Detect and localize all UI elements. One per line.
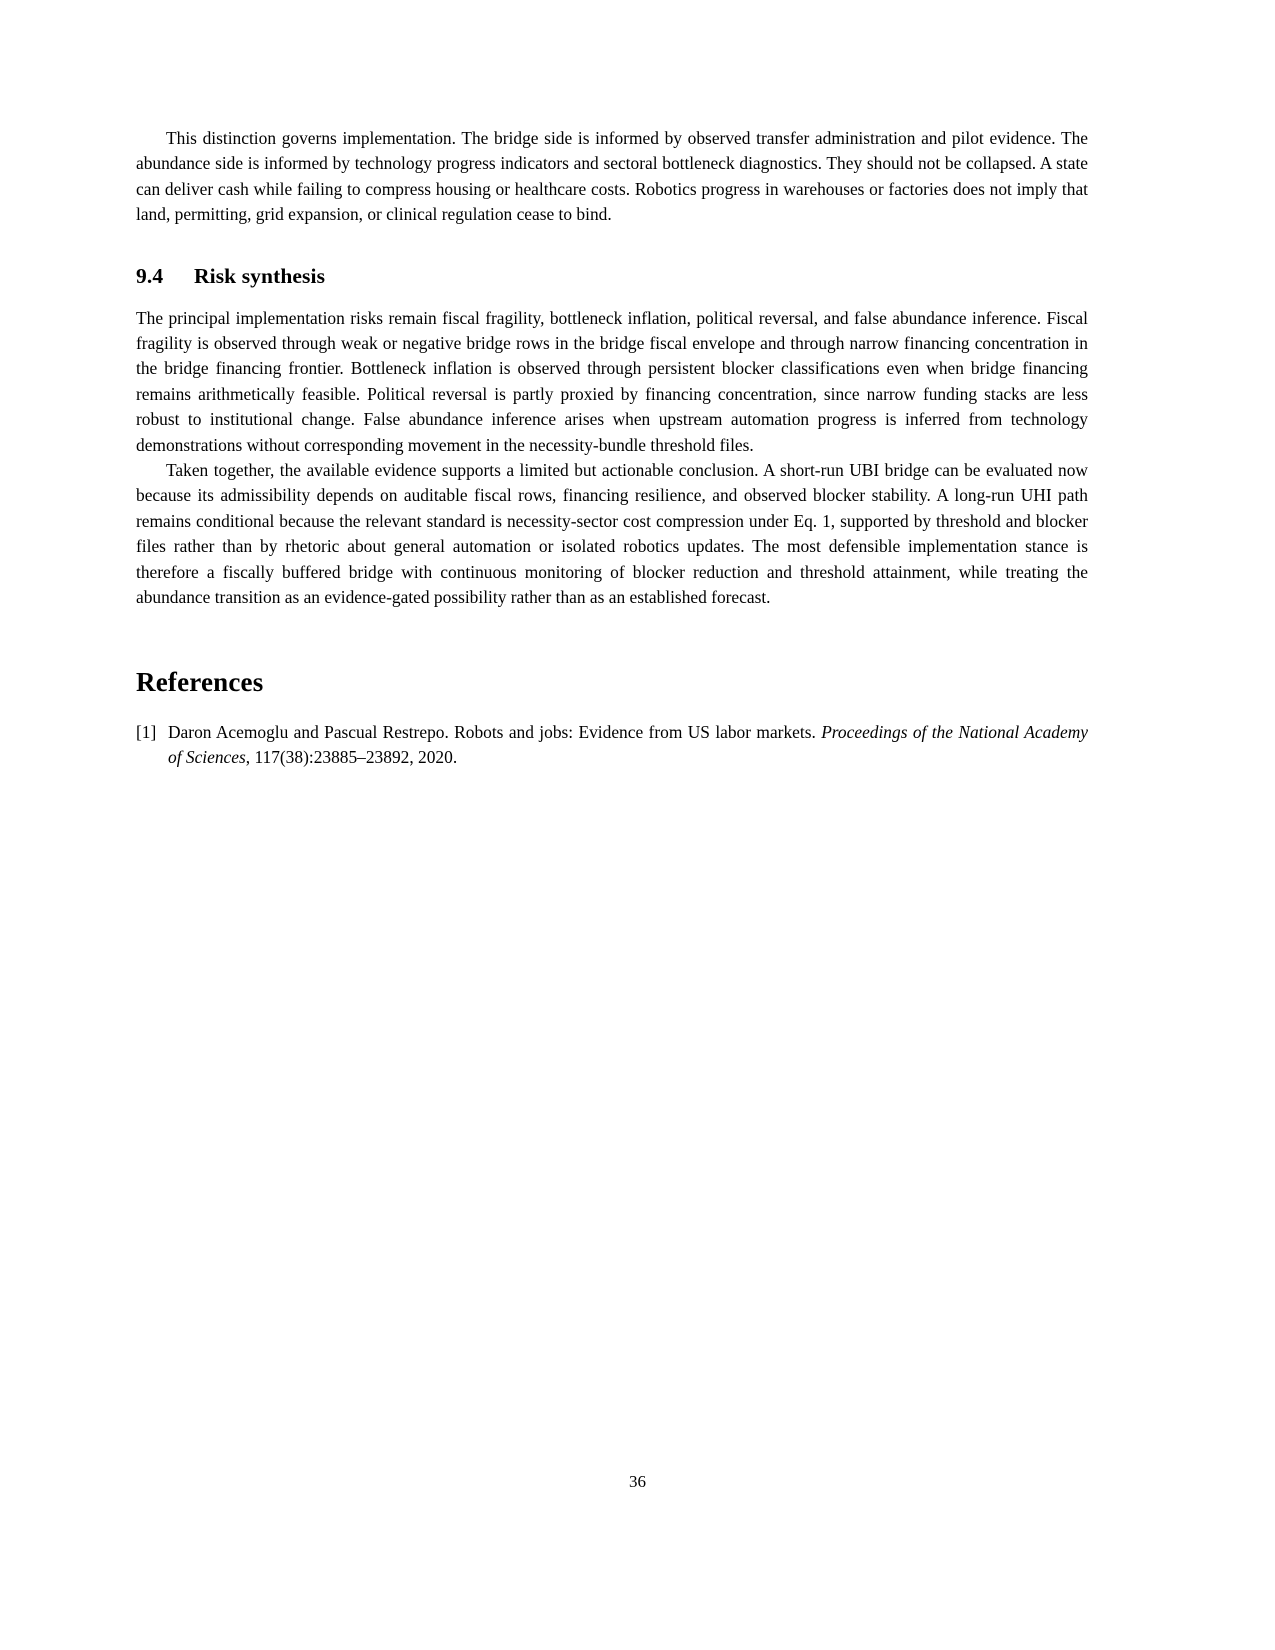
paragraph-taken-together-conclusion: Taken together, the available evidence supports a limited but actionable conclusion. A short-run UBI bridge can be evaluated now because its admissibility depends on auditable fiscal rows, financing resilience, and observed blocker stability. A long-run UHI path remains conditional because the relevant standard is necessity-sector cost compression under Eq. 1, supported by threshold and blocker files rather than by rhetoric about general automation or isolated robotics updates. The most defensible implementation stance is therefore a fiscally buffered bridge with continuous monitoring of blocker reduction and threshold attainment, while treating the abundance transition as an evidence-gated possibility rather than as an established forecast. [136,460,1088,608]
section-heading-risk-synthesis [136,264,1088,289]
bibliography-entry-text [168,720,1088,771]
section-number: 9.4 [136,263,164,288]
paragraph-principal-implementation-risks: The principal implementation risks remain fiscal fragility, bottleneck inflation, political reversal, and false abundance inference. Fiscal fragility is observed through weak or negative bridge rows in the bridge fiscal envelope and through narrow financing concentration in the bridge financing frontier. Bottleneck inflation is observed through persistent blocker classifications even when bridge financing remains arithmetically feasible. Political reversal is partly proxied by financing concentration, since narrow funding stacks are less robust to institutional change. False abundance inference arises when upstream automation progress is inferred from technology demonstrations without corresponding movement in the necessity-bundle threshold files. [136,307,1088,455]
bibliography-volume-pages-year: , 117(38):23885–23892, 2020. [245,746,458,767]
bibliography-journal-name: Proceedings of the National Academy of Sciences [168,721,1088,767]
paragraph-distinction-governs-implementation: This distinction governs implementation. The bridge side is informed by observed transfer administration and pilot evidence. The abundance side is informed by technology progress indicators and sectoral bottleneck diagnostics. They should not be collapsed. A state can deliver cash while failing to compress housing or healthcare costs. Robotics progress in warehouses or factories does not imply that land, permitting, grid expansion, or clinical regulation cease to bind. [136,128,1088,225]
bibliography-entry [136,720,1088,771]
references-heading: References [136,666,264,697]
page-number: 36 [629,1472,646,1491]
bibliography-authors-title: Daron Acemoglu and Pascual Restrepo. Robots and jobs: Evidence from US labor markets. [168,721,822,742]
bibliography-entry-label: [1] [136,721,157,742]
page-content [136,126,1088,770]
section-title: Risk synthesis [194,263,326,288]
